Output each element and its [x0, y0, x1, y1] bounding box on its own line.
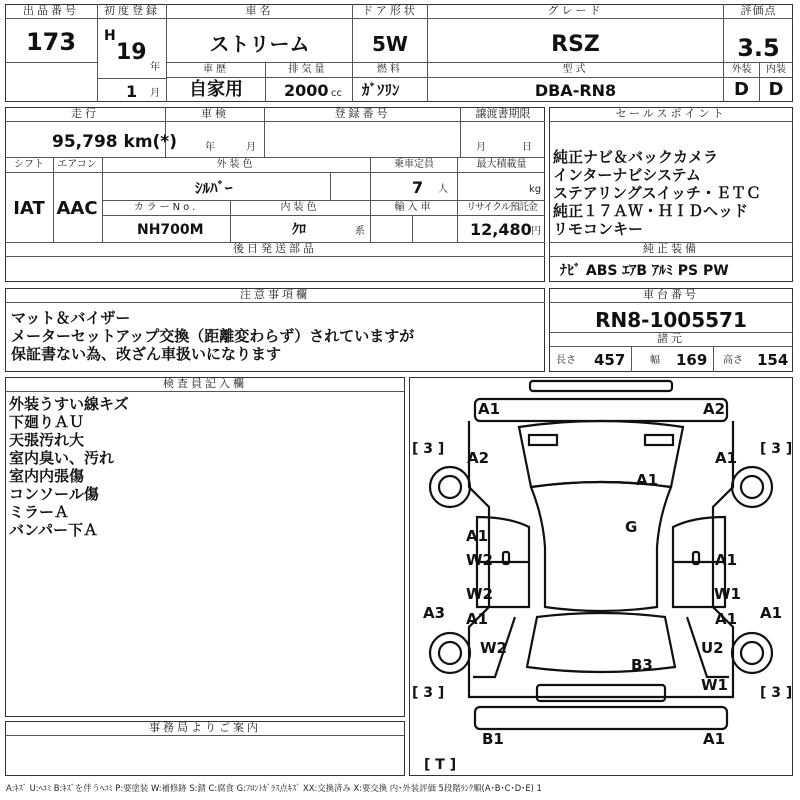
- damage-mark: A1: [703, 730, 726, 748]
- int-color-unit: 系: [355, 226, 365, 237]
- recycle-fee: 12,480: [470, 220, 532, 239]
- capacity-label: 乗車定員: [394, 159, 434, 170]
- note-line: メーターセットアップ交換（距離変わらず）されていますが: [11, 327, 415, 345]
- sales-line: 純正１７ＡＷ・ＨＩＤヘッド: [553, 202, 749, 220]
- sales-point-list: [553, 148, 791, 238]
- damage-mark: G: [625, 518, 638, 536]
- car-diagram: [409, 377, 793, 776]
- era: H: [104, 28, 116, 44]
- damage-mark: B3: [631, 656, 653, 674]
- exterior-color: ｼﾙﾊﾞｰ: [195, 179, 233, 197]
- height-label: 高さ: [723, 355, 743, 366]
- damage-mark: A1: [478, 400, 501, 418]
- damage-mark: W1: [701, 676, 728, 694]
- load-unit: kg: [529, 184, 542, 195]
- damage-mark: A1: [760, 604, 783, 622]
- shift: IAT: [13, 198, 45, 219]
- capacity: 7: [412, 178, 424, 197]
- ext-label: 外装: [731, 64, 752, 75]
- inspector-line: 天張汚れ大: [9, 431, 85, 449]
- damage-mark: W2: [466, 585, 493, 603]
- length-label: 長さ: [556, 355, 576, 366]
- score-label: 評価点: [724, 4, 793, 19]
- damage-mark: W1: [714, 585, 741, 603]
- height: 154: [757, 351, 789, 369]
- fuel-label: 燃料: [377, 64, 403, 75]
- inspector-list: [9, 395, 129, 539]
- damage-mark: A3: [423, 604, 446, 622]
- note-line: 保証書ない為、改ざん車扱いになります: [11, 345, 282, 363]
- insp-month-unit: 月: [246, 142, 256, 153]
- car-name-label: 車名: [167, 4, 352, 19]
- later-parts-label: 後日発送部品: [5, 242, 545, 257]
- tire-tread: [ 3 ]: [412, 685, 445, 701]
- inspector-line: ミラーＡ: [9, 503, 70, 521]
- tire-tread: [ T ]: [424, 757, 457, 773]
- legend: A:ｷｽﾞ U:ﾍｺﾐ B:ｷｽﾞを伴うﾍｺﾐ P:要塗装 W:補修跡 S:錆 C:腐食 G:ﾌﾛﾝﾄｶﾞﾗｽ点ｷｽﾞ XX:交換済み X:要交換 内･外装評価 5段階ﾗﾝｸ順(A･B･C･D･E) 1: [6, 783, 542, 793]
- notes-list: [11, 309, 414, 363]
- damage-mark: W2: [480, 639, 507, 657]
- sales-line: 純正ナビ＆バックカメラ: [553, 148, 719, 166]
- ac-label: エアコン: [57, 159, 97, 170]
- inspector-line: 下廻りＡＵ: [9, 413, 85, 431]
- import-label: 輸入車: [394, 202, 434, 213]
- color-label: 外装色: [216, 159, 256, 170]
- int-label: 内装: [766, 64, 786, 75]
- ext-grade: D: [734, 79, 749, 100]
- sales-line: ステアリングスイッチ・ＥＴＣ: [553, 184, 762, 202]
- grade-label: グレード: [428, 4, 723, 19]
- tire-tread: [ 3 ]: [760, 685, 793, 701]
- int-color-label: 内装色: [280, 202, 320, 213]
- year-unit: 年: [150, 62, 160, 73]
- model-label: 型式: [562, 64, 589, 75]
- door-type: 5W: [372, 32, 408, 56]
- damage-mark: A2: [467, 449, 490, 467]
- month-unit: 月: [150, 88, 160, 99]
- capacity-unit: 人: [438, 184, 448, 195]
- displacement: 2000: [284, 81, 329, 100]
- width: 169: [676, 351, 708, 369]
- inspection-label: 車検: [166, 107, 264, 122]
- recycle-label: リサイクル預託金: [466, 202, 537, 213]
- width-label: 幅: [650, 355, 660, 366]
- damage-mark: A1: [466, 527, 489, 545]
- inspector-line: コンソール傷: [9, 485, 99, 503]
- lot-number: 173: [25, 28, 77, 56]
- score: 3.5: [737, 34, 780, 62]
- insp-year-unit: 年: [205, 142, 215, 153]
- sales-line: リモコンキー: [553, 220, 644, 238]
- model: DBA-RN8: [534, 81, 617, 100]
- chassis-number: RN8-1005571: [595, 308, 747, 332]
- sales-point-label: セールスポイント: [549, 107, 793, 122]
- damage-mark: A1: [466, 610, 489, 628]
- load-label: 最大積載量: [476, 159, 527, 170]
- damage-mark: A2: [703, 400, 726, 418]
- recycle-unit: 円: [531, 226, 541, 237]
- door-label: ドア形状: [353, 4, 427, 19]
- history: 自家用: [189, 79, 243, 100]
- reg-number-label: 登録番号: [265, 107, 460, 122]
- transfer-day-unit: 日: [522, 142, 532, 153]
- mileage: 95,798 km(*): [52, 132, 177, 152]
- reg-year: 19: [116, 40, 147, 65]
- inspector-line: 室内臭い、汚れ: [9, 449, 115, 467]
- damage-mark: A1: [715, 610, 738, 628]
- damage-mark: U2: [701, 639, 724, 657]
- spec-label: 諸元: [549, 332, 793, 347]
- equipment: ﾅﾋﾞ ABS ｴｱB ｱﾙﾐ PS PW: [560, 263, 729, 279]
- transfer-label: 譲渡書期限: [461, 107, 545, 122]
- color-no-label: カラーNo.: [133, 202, 199, 213]
- history-label: 車歴: [203, 64, 229, 75]
- fuel: ｶﾞｿﾘﾝ: [362, 81, 400, 99]
- sales-line: インターナビシステム: [553, 166, 701, 184]
- interior-color: ｸﾛ: [292, 222, 306, 238]
- first-reg-label: 初度登録: [98, 4, 166, 19]
- inspector-line: 室内内張傷: [9, 467, 85, 485]
- inspector-line: バンパー下Ａ: [9, 521, 98, 539]
- damage-mark: B1: [482, 730, 504, 748]
- transfer-month-unit: 月: [476, 142, 486, 153]
- mileage-label: 走行: [5, 107, 165, 122]
- ac: AAC: [56, 198, 98, 219]
- chassis-label: 車台番号: [549, 288, 793, 303]
- office-label: 事務局よりご案内: [5, 721, 405, 736]
- lot-label: 出品番号: [5, 4, 97, 19]
- damage-mark: A1: [715, 449, 738, 467]
- shift-label: シフト: [14, 159, 44, 170]
- length: 457: [594, 351, 626, 369]
- displacement-unit: cc: [331, 88, 342, 99]
- damage-mark: A1: [715, 551, 738, 569]
- notes-label: 注意事項欄: [5, 288, 545, 303]
- note-line: マット＆バイザー: [11, 309, 131, 327]
- int-grade: D: [768, 79, 784, 100]
- damage-mark: A1: [636, 471, 659, 489]
- grade: RSZ: [551, 32, 600, 57]
- damage-mark: W2: [466, 551, 493, 569]
- reg-month: 1: [126, 82, 138, 101]
- tire-tread: [ 3 ]: [760, 441, 793, 457]
- displacement-label: 排気量: [288, 64, 328, 75]
- car-name: ストリーム: [209, 32, 310, 56]
- inspector-label: 検査員記入欄: [5, 377, 405, 392]
- tire-tread: [ 3 ]: [412, 441, 445, 457]
- equipment-label: 純正装備: [549, 242, 793, 257]
- color-number: NH700M: [137, 222, 204, 238]
- inspector-line: 外装うすい線キズ: [9, 395, 129, 413]
